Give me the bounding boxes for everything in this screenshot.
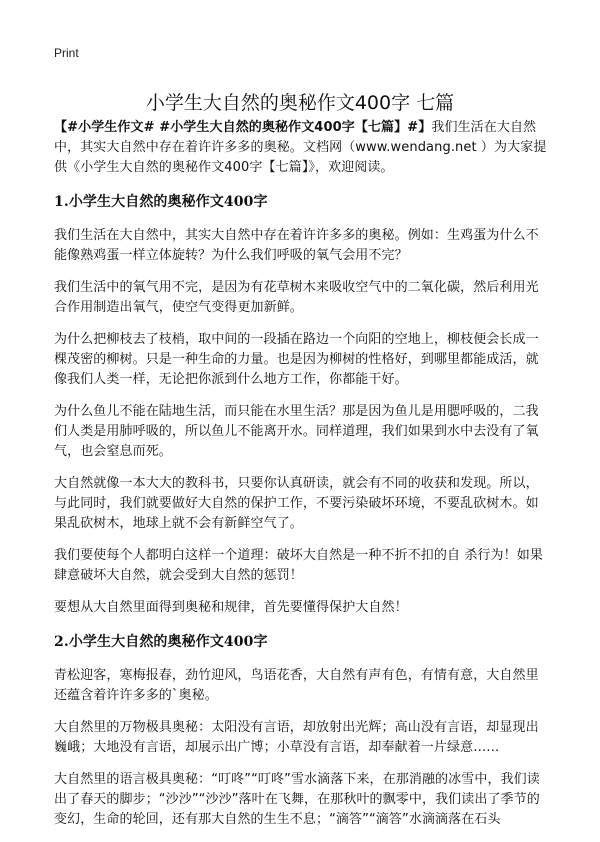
- section-1-paragraph-5: 大自然就像一本大大的教科书，只要你认真研读，就会有不同的收获和发现。所以，与此同时，我们就要做好大自然的保护工作，不要污染破坏环境，不要乱砍树木。如果乱砍树木，地球上就不会有新鲜空气了。: [54, 476, 539, 531]
- intro-tag: 【#小学生作文# #小学生大自然的奥秘作文400字【七篇】#】: [54, 120, 432, 135]
- article-body: [54, 118, 550, 842]
- section-1-paragraph-6: 我们要使每个人都明白这样一个道理：破坏大自然是一种不折不扣的自 杀行为！如果肆意破坏大自然，就会受到大自然的惩罚！: [54, 548, 543, 583]
- intro-paragraph: [54, 118, 550, 178]
- page-title: 小学生大自然的奥秘作文400字 七篇: [145, 91, 455, 114]
- intro-text: 我们生活在大自然中，其实大自然中存在着许许多多的奥秘。文档网（www.wendang.net ）为大家提供《小学生大自然的奥秘作文400字【七篇】》，欢迎阅读。: [54, 120, 547, 175]
- section-1-paragraph-1: 我们生活在大自然中，其实大自然中存在着许许多多的奥秘。例如：生鸡蛋为什么不能像熟鸡蛋一样立体旋转？为什么我们呼吸的氧气会用不完？: [54, 228, 539, 263]
- section-1-heading: 1.小学生大自然的奥秘作文400字: [54, 194, 268, 210]
- section-1-paragraph-2: 我们生活中的氧气用不完，是因为有花草树木来吸收空气中的二氧化碳，然后利用光合作用制造出氧气，使空气变得更加新鲜。: [54, 280, 539, 315]
- section-2-paragraph-1: 青松迎客，寒梅报春，劲竹迎风，鸟语花香，大自然有声有色，有情有意，大自然里还蕴含着许许多多的`奥秘。: [54, 668, 539, 703]
- section-1-paragraph-3: 为什么把柳枝去了枝梢，取中间的一段插在路边一个向阳的空地上，柳枝便会长成一棵茂密的柳树。只是一种生命的力量。也是因为柳树的性格好，到哪里都能成活，就像我们人类一样，无论把你派到什么地方工作，你都能干好。: [54, 332, 539, 387]
- section-1-paragraph-7: 要想从大自然里面得到奥秘和规律，首先要懂得保护大自然！: [54, 600, 408, 615]
- section-2-heading: 2.小学生大自然的奥秘作文400字: [54, 634, 268, 650]
- section-2-paragraph-3: 大自然里的语言极具奥秘：“叮咚”“叮咚”雪水滴落下来，在那消融的冰雪中，我们读出了春天的脚步；“沙沙”“沙沙”落叶在飞舞，在那秋叶的飘零中，我们读出了季节的变幻，生命的轮回，还有那大自然的生生不息；“滴答”“滴答”水滴滴落在石头: [54, 772, 540, 827]
- print-label: Print: [54, 46, 79, 60]
- section-2-paragraph-2: 大自然里的万物极具奥秘：太阳没有言语，却放射出光辉；高山没有言语，却显现出巍峨；大地没有言语，却展示出广博；小草没有言语，却奉献着一片绿意……: [54, 720, 539, 755]
- section-1-paragraph-4: 为什么鱼儿不能在陆地生活，而只能在水里生活？那是因为鱼儿是用腮呼吸的，二我们人类是用肺呼吸的，所以鱼儿不能离开水。同样道理，我们如果到水中去没有了氧气，也会窒息而死。: [54, 404, 539, 459]
